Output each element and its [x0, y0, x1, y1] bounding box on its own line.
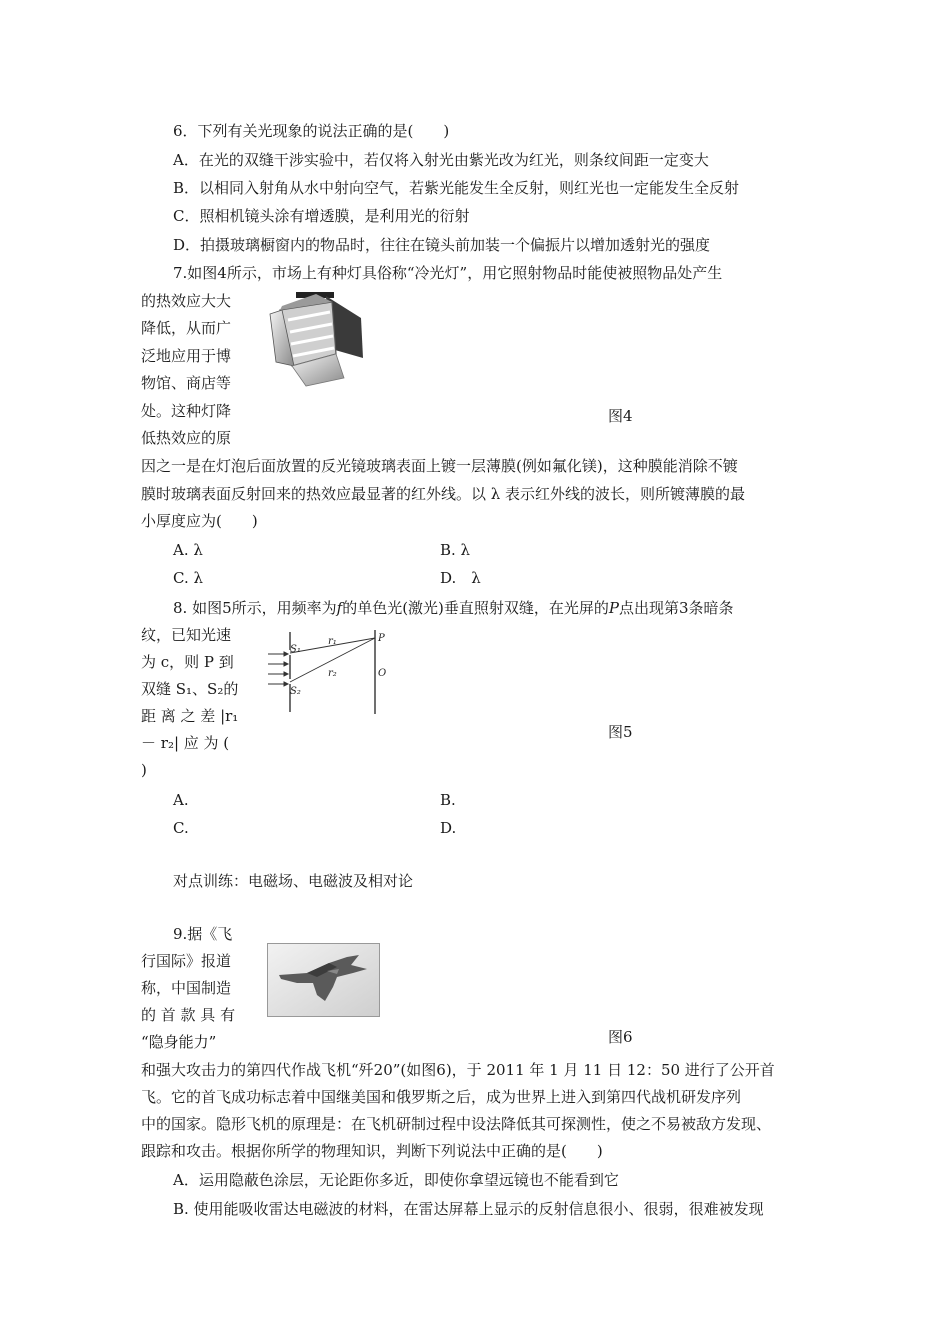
q7-stem: 7.如图4所示，市场上有种灯具俗称“冷光灯”，用它照射物品时能使被照物品处产生: [173, 264, 723, 282]
s1-label: S₁: [290, 644, 301, 655]
q9-wrap-line: 的 首 款 具 有: [141, 1006, 236, 1024]
q7-option-d: D. λ: [440, 569, 481, 587]
q9-wrap-line: 9.据《飞: [173, 925, 233, 943]
q6-option-b: B．以相同入射角从水中射向空气，若紫光能发生全反射，则红光也一定能发生全反射: [173, 179, 740, 197]
s2-label: S₂: [290, 686, 301, 697]
q8-option-d: D.: [440, 819, 457, 837]
q7-wrap-line: 泛地应用于博: [141, 347, 232, 365]
q7-wrap-line: 物馆、商店等: [141, 374, 232, 392]
figure-5-caption: 图5: [608, 723, 633, 741]
q7-wrap-line: 降低，从而广: [141, 319, 232, 337]
q7-stem-continued: 膜时玻璃表面反射回来的热效应最显著的红外线。以 λ 表示红外线的波长，则所镀薄膜的最: [141, 485, 746, 503]
q6-option-a: A．在光的双缝干涉实验中，若仅将入射光由紫光改为红光，则条纹间距一定变大: [173, 151, 709, 169]
q8-wrap-line: 为 c，则 P 到: [141, 653, 234, 671]
o-label: O: [378, 668, 387, 679]
figure-6-caption: 图6: [608, 1028, 633, 1046]
q8-option-b: B.: [440, 791, 456, 809]
q8-option-a: A.: [173, 791, 189, 809]
q8-wrap-line: 纹，已知光速: [141, 626, 232, 644]
double-slit-diagram: [262, 626, 392, 718]
r2-label: r₂: [328, 668, 337, 679]
q8-wrap-line: ): [141, 761, 147, 779]
q7-option-c: C. λ: [173, 569, 203, 587]
q9-stem-continued: 跟踪和攻击。根据你所学的物理知识，判断下列说法中正确的是( ): [141, 1142, 603, 1160]
q8-wrap-line: 双缝 S₁、S₂的: [141, 680, 239, 698]
q6-stem: 6．下列有关光现象的说法正确的是( ): [173, 122, 450, 140]
q7-option-a: A. λ: [173, 541, 203, 559]
q6-option-d: D．拍摄玻璃橱窗内的物品时，往往在镜头前加装一个偏振片以增加透射光的强度: [173, 236, 711, 254]
cold-light-lamp-image: [266, 288, 374, 388]
q7-option-b: B. λ: [440, 541, 471, 559]
q6-option-c: C．照相机镜头涂有增透膜，是利用光的衍射: [173, 207, 470, 225]
q8-wrap-line: 距 离 之 差 |r₁: [141, 707, 239, 725]
q9-stem-continued: 中的国家。隐形飞机的原理是：在飞机研制过程中设法降低其可探测性，使之不易被敌方发现、: [141, 1115, 772, 1133]
q8-option-c: C.: [173, 819, 189, 837]
q8-stem: 8. 如图5所示，用频率为f的单色光(激光)垂直照射双缝，在光屏的P点出现第3条暗条: [173, 599, 734, 617]
q7-wrap-line: 的热效应大大: [141, 292, 232, 310]
q9-option-b: B. 使用能吸收雷达电磁波的材料，在雷达屏幕上显示的反射信息很小、很弱，很难被发现: [173, 1200, 764, 1218]
q9-wrap-line: “隐身能力”: [141, 1033, 217, 1051]
q9-stem-continued: 飞。它的首飞成功标志着中国继美国和俄罗斯之后，成为世界上进入到第四代战机研发序列: [141, 1088, 742, 1106]
q7-stem-continued: 小厚度应为( ): [141, 512, 258, 530]
q7-wrap-line: 低热效应的原: [141, 429, 232, 447]
r1-label: r₁: [328, 636, 337, 647]
q9-wrap-line: 称，中国制造: [141, 979, 232, 997]
q7-wrap-line: 处。这种灯降: [141, 402, 232, 420]
figure-4-caption: 图4: [608, 407, 633, 425]
q8-wrap-line: － r₂| 应 为 (: [141, 734, 230, 752]
p-label: P: [378, 633, 385, 644]
section-title: 对点训练：电磁场、电磁波及相对论: [173, 872, 414, 890]
q9-wrap-line: 行国际》报道: [141, 952, 232, 970]
q7-stem-continued: 因之一是在灯泡后面放置的反光镜玻璃表面上镀一层薄膜(例如氟化镁)，这种膜能消除不镀: [141, 457, 738, 475]
q9-option-a: A．运用隐蔽色涂层，无论距你多近，即使你拿望远镜也不能看到它: [173, 1171, 619, 1189]
j20-fighter-image: [267, 943, 380, 1017]
q9-stem-continued: 和强大攻击力的第四代作战飞机“歼20”(如图6)，于 2011 年 1 月 11 日 12：50 进行了公开首: [141, 1061, 775, 1079]
